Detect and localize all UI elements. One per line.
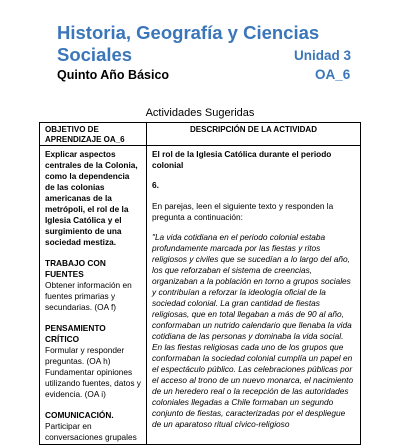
skill-line: Participar en conversaciones grupales <box>45 421 137 442</box>
skill-heading-critical: PENSAMIENTO CRÍTICO <box>45 323 106 344</box>
title-line-1: Historia, Geografía y Ciencias <box>57 22 320 43</box>
description-column-header: DESCRIPCIÓN DE LA ACTIVIDAD <box>147 123 361 146</box>
objective-text: Explicar aspectos centrales de la Colonia, como la dependencia de las colonias americanas de la metrópoli, el rol de la Iglesia Católica y el surgimiento de una sociedad mestiza. <box>45 149 138 247</box>
activity-number: 6. <box>152 180 159 190</box>
skill-line: Obtener información en fuentes primarias y secundarias. (OA f) <box>45 280 132 312</box>
activity-title: El rol de la Iglesia Católica durante el periodo colonial <box>152 149 332 170</box>
unit-label: Unidad 3 <box>294 48 352 63</box>
activity-instruction: En parejas, leen el siguiente texto y responden la pregunta a continuación: <box>152 201 334 222</box>
table-header-row <box>40 123 361 146</box>
skill-line: Fundamentar opiniones utilizando fuentes, datos y evidencia. (OA i) <box>45 367 141 399</box>
skill-heading-sources: TRABAJO CON FUENTES <box>45 258 106 279</box>
title-line-2: Sociales <box>57 44 133 65</box>
activities-table <box>39 122 361 445</box>
section-title: Actividades Sugeridas <box>145 107 255 119</box>
skill-text-sources <box>45 280 141 313</box>
skill-text-communication <box>45 421 141 443</box>
objective-column-header: OBJETIVO DE APRENDIZAJE OA_6 <box>40 123 147 146</box>
document-title <box>57 22 319 66</box>
skill-text-critical <box>45 345 141 400</box>
skill-heading-communication: COMUNICACIÓN. <box>45 410 114 420</box>
activity-quote: "La vida cotidiana en el periodo colonial estaba profundamente marcada por las fiestas y ritos religiosos y civiles que se sucedían a lo largo del año, los que reforzaban el sistema de creencias, organizaban a la población en torno a grupos sociales y contribuían a reforzar la ideología oficial de la sociedad colonial. La gran cantidad de fiestas religiosas, que en total llegaban a más de 90 al año, conformaban un nutrido calendario que llenaba la vida cotidiana de las personas y dominaba la vida social. En las fiestas religiosas cada uno de los grupos que conformaban la sociedad colonial cumplía un papel en el espectáculo público. Las celebraciones públicas por el acceso al trono de un nuevo monarca, el nacimiento de un heredero real o la recepción de las autoridades coloniales llegadas a Chile formaban un segundo conjunto de fiestas, caracterizadas por el despliegue de un aparatoso ritual cívico-religioso <box>152 232 354 429</box>
grade-label: Quinto Año Básico <box>57 68 170 82</box>
skill-line: Formular y responder preguntas. (OA h) <box>45 345 125 366</box>
oa-code: OA_6 <box>315 67 351 82</box>
